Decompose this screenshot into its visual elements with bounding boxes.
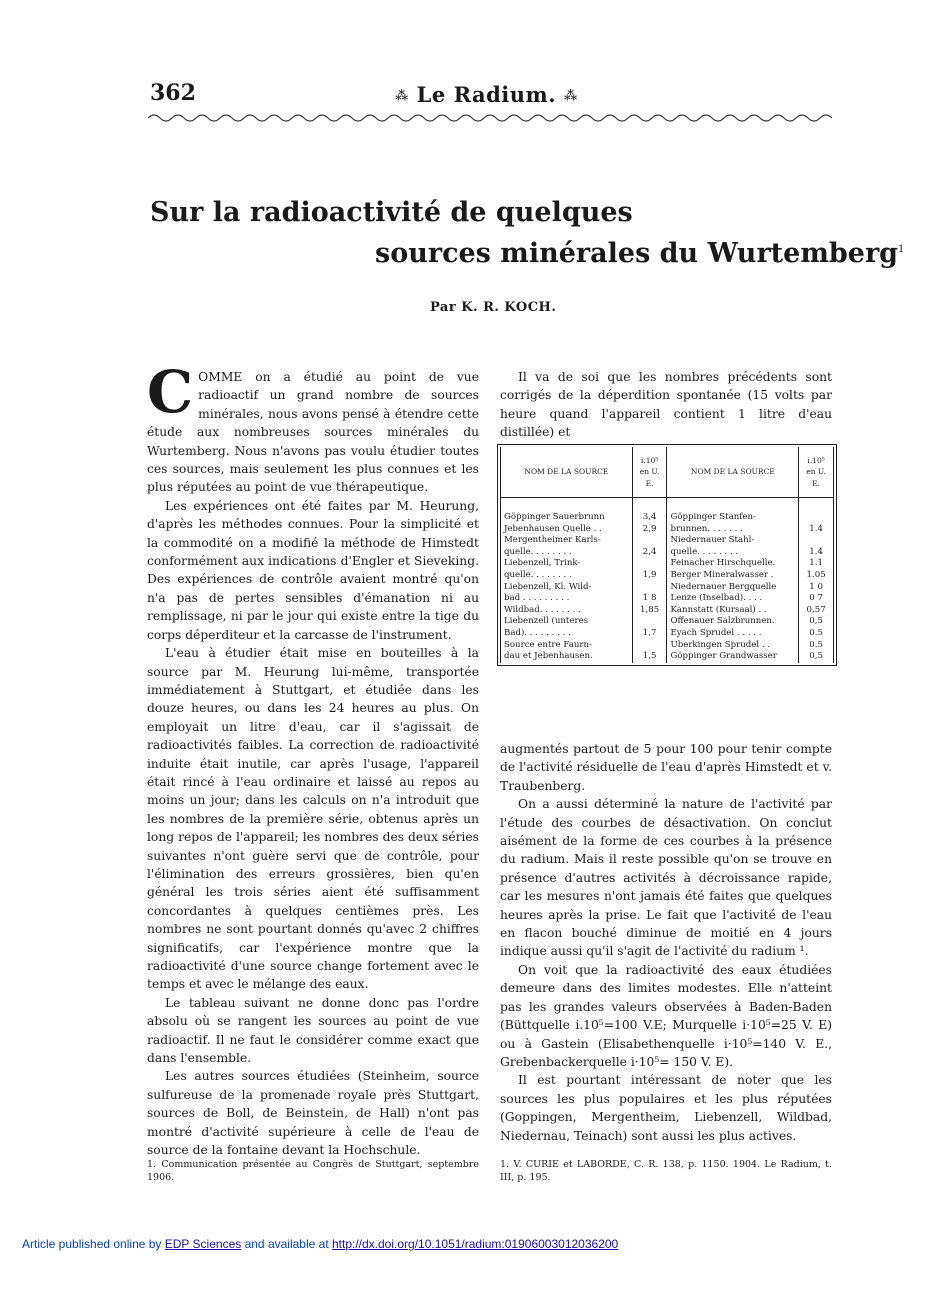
footer-middle: and available at xyxy=(241,1237,332,1251)
table-cell-source: quelle. . . . . . . . xyxy=(501,547,633,559)
table-row xyxy=(501,524,834,536)
table-cell-value: 1,5 xyxy=(632,651,667,663)
paragraph-1 xyxy=(147,358,479,497)
table-cell-value: 1,7 xyxy=(632,628,667,640)
table-row xyxy=(501,512,834,524)
table-row xyxy=(501,558,834,570)
table-cell-source: Niedernauer Stahl- xyxy=(667,535,799,547)
journal-title xyxy=(395,82,578,107)
table-cell-value xyxy=(632,558,667,570)
table-row xyxy=(501,535,834,547)
table-cell-source: Liebenzell (unteres xyxy=(501,616,633,628)
table-cell-value: 1 0 xyxy=(799,582,834,594)
publication-footer xyxy=(22,1237,618,1251)
right-paragraph-2: On a aussi déterminé la nature de l'activité par l'étude des courbes de désactivation. On conclut aisément de la forme de ces courbes à la présence du radium. Mais il reste possible qu'on se trouve en présence d'autres activités à décroissance rapide, car les mesures n'ont jamais été faites que quelques heures après la prise. Le fait que l'activité de l'eau en flacon bouché diminue de moitié en 4 jours indique aussi qu'il s'agit de l'activité du radium ¹. xyxy=(500,797,832,959)
table-cell-source: Niedernauer Bergquelle xyxy=(667,582,799,594)
table-header-value-1: i.10⁵ en U. E. xyxy=(632,447,667,498)
table-cell-value xyxy=(799,512,834,524)
table-cell-source: Überkingen Sprudel . . xyxy=(667,640,799,652)
table-cell-value: 0 7 xyxy=(799,593,834,605)
table-row xyxy=(501,582,834,594)
article-title-line2 xyxy=(375,238,904,269)
table-cell-source: Lenze (Inselbad). . . . xyxy=(667,593,799,605)
right-paragraph-3: On voit que la radioactivité des eaux étudiées demeure dans des limites modestes. Elle n'atteint pas les grandes valeurs observées à Baden-Baden (Büttquelle i.10⁵=100 V.E; Murquelle i·10⁵=25 V. E) ou à Gastein (Elisabethenquelle i·10⁵=140 V. E., Grebenbackerquelle i·10⁵= 150 V. E). xyxy=(500,962,832,1069)
footer-prefix: Article published online by xyxy=(22,1237,165,1251)
table-cell-source: Mergentheimer Karls- xyxy=(501,535,633,547)
dropcap-letter: C xyxy=(147,358,194,426)
table-spacer-row xyxy=(501,498,834,513)
table-row xyxy=(501,593,834,605)
table-cell-source: quelle. . . . . . . . xyxy=(667,547,799,559)
table-cell-source: quelle. . . . . . . . xyxy=(501,570,633,582)
table-header-value-2: i.10⁵ en U. E. xyxy=(799,447,834,498)
table-cell-source: Feinacher Hirschquelle. xyxy=(667,558,799,570)
table-cell-source: Jebenhausen Quelle . . xyxy=(501,524,633,536)
table-cell-value xyxy=(632,616,667,628)
paragraph-4: Le tableau suivant ne donne donc pas l'ordre absolu où se rangent les sources au point de vue radioactif. Il ne faut le considérer comme exact que dans l'ensemble. xyxy=(147,995,479,1066)
table-cell-value xyxy=(632,582,667,594)
table-cell-source: Göppinger Grandwasser xyxy=(667,651,799,663)
table-cell-source: Source entre Faurn- xyxy=(501,640,633,652)
table-cell-source: Göppinger Sauerbrunn xyxy=(501,512,633,524)
table-row xyxy=(501,628,834,640)
footnote-right: 1. V. CURIE et LABORDE, C. R. 138, p. 1150. 1904. Le Radium, t. III, p. 195. xyxy=(500,1159,832,1183)
table-cell-source: Liebenzell, Trink- xyxy=(501,558,633,570)
right-paragraph-4: Il est pourtant intéressant de noter que les sources les plus populaires et les plus réputées (Goppingen, Mergentheim, Liebenzell, Wildbad, Niedernau, Teinach) sont aussi les plus actives. xyxy=(500,1073,832,1143)
table-cell-source: Liebenzell, Kl. Wild- xyxy=(501,582,633,594)
table-cell-value: 0,57 xyxy=(799,605,834,617)
doi-link[interactable]: http://dx.doi.org/10.1051/radium:01906003012036200 xyxy=(331,1237,619,1251)
table-body xyxy=(501,498,834,663)
table-cell-source: brunnen. . . . . . . xyxy=(667,524,799,536)
table-cell-source: Bad). . . . . . . . . xyxy=(501,628,633,640)
table-cell-value: 0.5 xyxy=(799,640,834,652)
paragraph-2: Les expériences ont été faites par M. Heurung, d'après les méthodes connues. Pour la simplicité et la commodité on a modifié la méthode de Himstedt conformément aux indications d'Engler et Sieveking. Des expériences de contrôle avaient montré qu'on n'a pas de pertes sensibles d'émanation ni au remplissage, ni par le jour qui existe entre la tige du corps déperditeur et la carcasse de l'instrument. xyxy=(147,498,479,642)
radioactivity-table xyxy=(500,447,834,663)
table-header-row xyxy=(501,447,834,498)
left-column xyxy=(147,358,479,1159)
table-cell-value: 0.5 xyxy=(799,628,834,640)
table-row xyxy=(501,651,834,663)
right-column-body xyxy=(500,740,832,1145)
footnote-left: 1. Communication présentée au Congrès de Stuttgart, septembre 1906. xyxy=(147,1159,479,1183)
right-paragraph-1: augmentés partout de 5 pour 100 pour tenir compte de l'activité résiduelle de l'eau d'après Himstedt et v. Traubenberg. xyxy=(500,742,832,793)
ornament-left-icon: ⁂ xyxy=(395,89,409,104)
table-cell-source: Göppinger Stanfen- xyxy=(667,512,799,524)
table-cell-value: 0,5 xyxy=(799,651,834,663)
table-cell-value: 1.4 xyxy=(799,547,834,559)
table-header-source-2: NOM DE LA SOURCE xyxy=(667,447,799,498)
table-row xyxy=(501,570,834,582)
table-row xyxy=(501,616,834,628)
table-cell-source: Berger Mineralwasser . xyxy=(667,570,799,582)
table-cell-value xyxy=(632,535,667,547)
paragraph-5: Les autres sources étudiées (Steinheim, source sulfureuse de la promenade royale près Stuttgart, sources de Boll, de Beinstein, de Hall) n'ont pas montré d'activité supérieure à celle de l'eau de source de la fontaine devant la Hochschule. xyxy=(147,1069,479,1158)
table-row xyxy=(501,640,834,652)
publisher-link[interactable]: EDP Sciences xyxy=(164,1237,242,1251)
right-column-intro xyxy=(500,368,832,442)
table-cell-value: 1,9 xyxy=(632,570,667,582)
paragraph-1-text: OMME on a étudié au point de vue radioactif un grand nombre de sources minérales, nous avons pensé à étendre cette étude aux nombreuses sources minérales du Wurtemberg. Nous n'avons pas voulu étudier toutes ces sources, mais seulement les plus connues et les plus réputées au point de vue thérapeutique. xyxy=(147,370,479,495)
article-title-line1: Sur la radioactivité de quelques xyxy=(150,197,633,228)
table-row xyxy=(501,547,834,559)
journal-name: Le Radium. xyxy=(416,82,557,107)
ornament-right-icon: ⁂ xyxy=(563,89,578,104)
paragraph-3: L'eau à étudier était mise en bouteilles à la source par M. Heurung lui-même, transportée immédiatement à Stuttgart, et étudiée dans les douze heures, ou dans les 24 heures au plus. On employait un litre d'eau, car il s'agissait de radioactivités faibles. La correction de radioactivité induite était inutile, car après l'usage, l'appareil était rincé à l'eau ordinaire et laissé au repos au moins un jour; dans les calculs on n'a introduit que les nombres de la première série, obtenus après un long repos de l'appareil; les nombres des deux séries suivantes n'ont guère servi que de contrôle, pour l'élimination des erreurs grossières, bien qu'en général les trois séries aient été suffisamment concordantes à quelques centièmes près. Les nombres ne sont pourtant donnés qu'avec 2 chiffres significatifs, car l'expérience montre que la radioactivité d'une source change fortement avec le temps et avec le mélange des eaux. xyxy=(147,646,479,992)
table-cell-value: 0,5 xyxy=(799,616,834,628)
table-cell-source: Eyach Sprudel . . . . . xyxy=(667,628,799,640)
table-cell-value: 1.1 xyxy=(799,558,834,570)
page-number: 362 xyxy=(150,80,196,106)
table-cell-value xyxy=(632,640,667,652)
table-cell-source: Kannstatt (Kursaal) . . xyxy=(667,605,799,617)
table-cell-value: 2,4 xyxy=(632,547,667,559)
table-cell-value: 1.05 xyxy=(799,570,834,582)
right-intro-paragraph: Il va de soi que les nombres précédents sont corrigés de la déperdition spontanée (15 volts par heure quand l'appareil contient 1 litre d'eau distillée) et xyxy=(500,370,832,440)
table-cell-value xyxy=(799,535,834,547)
table-cell-source: Wildbad. . . . . . . . xyxy=(501,605,633,617)
table-cell-value: 3,4 xyxy=(632,512,667,524)
article-title-line2-text: sources minérales du Wurtemberg xyxy=(375,238,899,269)
decorative-wavy-rule xyxy=(148,112,832,124)
table-cell-source: bad . . . . . . . . . xyxy=(501,593,633,605)
table-row xyxy=(501,605,834,617)
table-cell-value: 1,85 xyxy=(632,605,667,617)
table-header-source-1: NOM DE LA SOURCE xyxy=(501,447,633,498)
article-author: Par K. R. KOCH. xyxy=(430,300,557,315)
title-footnote-mark: 1 xyxy=(898,244,905,255)
table-cell-value: 2,9 xyxy=(632,524,667,536)
table-cell-source: Offenauer Salzbrunnen. xyxy=(667,616,799,628)
table-cell-value: 1 8 xyxy=(632,593,667,605)
table-cell-value: 1.4 xyxy=(799,524,834,536)
table-cell-source: dau et Jebenhausen. xyxy=(501,651,633,663)
